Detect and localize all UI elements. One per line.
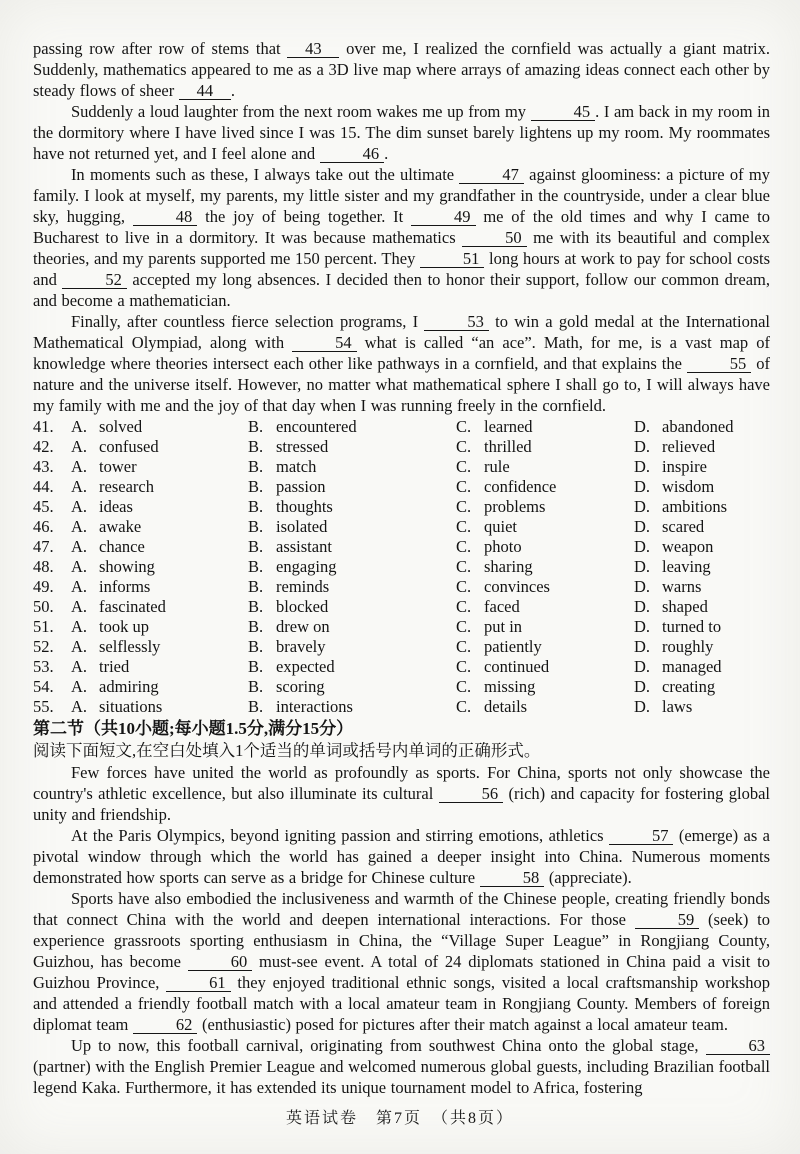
option-49-A	[71, 577, 248, 597]
option-text: problems	[484, 497, 546, 516]
blank-43: 43	[287, 40, 339, 58]
option-52-D	[634, 637, 770, 657]
option-53-B	[248, 657, 456, 677]
option-text: photo	[484, 537, 522, 556]
question-number: 54.	[33, 677, 54, 696]
option-47-B	[248, 537, 456, 557]
option-letter: C.	[456, 497, 472, 516]
option-letter: C.	[456, 457, 472, 476]
passage-paragraph: Finally, after countless fierce selection programs, I 53 to win a gold medal at the International Mathematical Olympiad, along with 54 what is called “an ace”. Math, for me, is a vast map of knowledge where theories intersect each other like pathways in a cornfield, and that explains the 55 of nature and the universe itself. However, no matter what mathematical sphere I shall go to, I will always have my family with me and the joy of that day when I was running freely in the cornfield.	[33, 312, 771, 415]
option-text: thrilled	[484, 437, 532, 456]
option-text: shaped	[662, 597, 708, 616]
blank-48: 48	[133, 208, 197, 226]
option-54-C	[456, 677, 634, 697]
option-52-A	[71, 637, 248, 657]
blank-63: 63	[706, 1037, 770, 1055]
blank-46: 46	[320, 145, 384, 163]
option-53-A	[71, 657, 248, 677]
option-row-51	[33, 617, 770, 637]
option-text: engaging	[276, 557, 337, 576]
option-letter: A.	[71, 457, 88, 476]
option-letter: A.	[71, 517, 88, 536]
option-50-A	[71, 597, 248, 617]
option-42-B	[248, 437, 456, 457]
option-text: learned	[484, 417, 533, 436]
option-letter: B.	[248, 497, 264, 516]
option-text: ambitions	[662, 497, 728, 516]
option-row-45	[33, 497, 770, 517]
option-text: showing	[99, 557, 155, 576]
option-text: missing	[484, 677, 536, 696]
blank-59: 59	[635, 911, 699, 929]
option-text: continued	[484, 657, 550, 676]
question-number: 44.	[33, 477, 54, 496]
option-text: managed	[662, 657, 722, 676]
option-53-D	[634, 657, 770, 677]
option-text: informs	[99, 577, 151, 596]
option-47-D	[634, 537, 770, 557]
option-letter: B.	[248, 437, 264, 456]
option-letter: C.	[456, 657, 472, 676]
option-letter: D.	[634, 577, 651, 596]
blank-57: 57	[609, 827, 673, 845]
option-letter: C.	[456, 477, 472, 496]
option-54-D	[634, 677, 770, 697]
option-text: interactions	[276, 697, 353, 716]
option-48-C	[456, 557, 634, 577]
passage-paragraph: In moments such as these, I always take out the ultimate 47 against gloominess: a picture of my family. I look at myself, my parents, my little sister and my grandfather in the countryside, under a clear blue sky, hugging, 48 the joy of being together. It 49 me of the old times and why I came to Bucharest to live in a dormitory. It was because mathematics 50 me with its beautiful and complex theories, and my parents supported me 150 percent. They 51 long hours at work to pay for school costs and 52 accepted my long absences. I decided then to honor their support, follow our common dream, and become a mathematician.	[33, 165, 771, 310]
options-table	[33, 417, 770, 717]
option-letter: D.	[634, 497, 651, 516]
option-45-C	[456, 497, 634, 517]
option-42-D	[634, 437, 770, 457]
option-text: solved	[99, 417, 143, 436]
option-text: thoughts	[276, 497, 333, 516]
option-text: tried	[99, 657, 130, 676]
option-letter: C.	[456, 697, 472, 716]
option-text: put in	[484, 617, 523, 636]
cloze-passage	[33, 38, 770, 416]
option-49-B	[248, 577, 456, 597]
option-letter: D.	[634, 477, 651, 496]
question-number: 47.	[33, 537, 54, 556]
option-row-44	[33, 477, 770, 497]
option-text: chance	[99, 537, 145, 556]
option-46-D	[634, 517, 770, 537]
question-number: 50.	[33, 597, 54, 616]
option-text: took up	[99, 617, 149, 636]
option-49-D	[634, 577, 770, 597]
option-text: rule	[484, 457, 510, 476]
question-number: 55.	[33, 697, 54, 716]
option-text: quiet	[484, 517, 517, 536]
passage-paragraph: passing row after row of stems that 43 over me, I realized the cornfield was actually a giant matrix. Suddenly, mathematics appeared to me as a 3D live map where arrays of amazing ideas connect each other by steady flows of sheer 44 .	[33, 39, 770, 100]
question-number: 53.	[33, 657, 54, 676]
option-text: turned to	[662, 617, 722, 636]
option-text: weapon	[662, 537, 714, 556]
section2-header: 第二节（共10小题;每小题1.5分,满分15分）	[33, 719, 354, 738]
blank-45: 45	[531, 103, 595, 121]
option-text: details	[484, 697, 528, 716]
option-text: laws	[662, 697, 693, 716]
blank-60: 60	[188, 953, 252, 971]
option-48-A	[71, 557, 248, 577]
option-55-A	[71, 697, 248, 717]
option-letter: B.	[248, 477, 264, 496]
option-letter: A.	[71, 597, 88, 616]
option-51-A	[71, 617, 248, 637]
option-50-D	[634, 597, 770, 617]
option-54-B	[248, 677, 456, 697]
option-row-46	[33, 517, 770, 537]
option-43-C	[456, 457, 634, 477]
option-letter: A.	[71, 557, 88, 576]
option-42-A	[71, 437, 248, 457]
option-text: passion	[276, 477, 326, 496]
option-letter: B.	[248, 657, 264, 676]
option-row-53	[33, 657, 770, 677]
option-letter: D.	[634, 417, 651, 436]
option-55-C	[456, 697, 634, 717]
option-letter: D.	[634, 637, 651, 656]
option-text: match	[276, 457, 317, 476]
option-text: relieved	[662, 437, 716, 456]
option-42-C	[456, 437, 634, 457]
option-text: expected	[276, 657, 335, 676]
option-letter: A.	[71, 537, 88, 556]
question-number: 46.	[33, 517, 54, 536]
option-letter: B.	[248, 577, 264, 596]
option-row-54	[33, 677, 770, 697]
option-50-B	[248, 597, 456, 617]
option-text: warns	[662, 577, 702, 596]
option-text: scoring	[276, 677, 325, 696]
option-letter: B.	[248, 417, 264, 436]
option-48-D	[634, 557, 770, 577]
option-letter: C.	[456, 537, 472, 556]
blank-47: 47	[459, 166, 523, 184]
option-43-D	[634, 457, 770, 477]
option-text: fascinated	[99, 597, 166, 616]
option-letter: D.	[634, 697, 651, 716]
option-46-A	[71, 517, 248, 537]
option-row-48	[33, 557, 770, 577]
option-letter: C.	[456, 577, 472, 596]
option-letter: C.	[456, 517, 472, 536]
option-41-B	[248, 417, 456, 437]
blank-55: 55	[687, 355, 751, 373]
option-letter: A.	[71, 657, 88, 676]
option-text: patiently	[484, 637, 542, 656]
option-letter: A.	[71, 497, 88, 516]
question-number: 45.	[33, 497, 54, 516]
blank-54: 54	[292, 334, 356, 352]
question-number: 52.	[33, 637, 54, 656]
blank-44: 44	[179, 82, 231, 100]
option-41-D	[634, 417, 770, 437]
option-letter: C.	[456, 677, 472, 696]
blank-62: 62	[133, 1016, 197, 1034]
passage-paragraph: Sports have also embodied the inclusiveness and warmth of the Chinese people, creating friendly bonds that connect China with the world and deepen international interactions. For those 59 (seek) to experience grassroots sporting enthusiasm in China, the “Village Super League” in Rongjiang County, Guizhou, has become 60 must-see event. A total of 24 diplomats stationed in China paid a visit to Guizhou Province, 61 they enjoyed traditional ethnic songs, visited a local craftsmanship workshop and attended a friendly football match with a local amateur team in Rongjiang County. Members of foreign diplomat team 62 (enthusiastic) posed for pictures after their match against a local amateur team.	[33, 889, 770, 1034]
option-51-B	[248, 617, 456, 637]
option-text: awake	[99, 517, 142, 536]
option-text: roughly	[662, 637, 714, 656]
option-letter: A.	[71, 577, 88, 596]
option-text: selflessly	[99, 637, 161, 656]
option-row-49	[33, 577, 770, 597]
passage-paragraph: At the Paris Olympics, beyond igniting passion and stirring emotions, athletics 57 (emerge) as a pivotal window through which the world has gained a deeper insight into China. Numerous moments demonstrated how sports can serve as a bridge for Chinese culture 58 (appreciate).	[33, 826, 771, 887]
option-row-43	[33, 457, 770, 477]
option-text: bravely	[276, 637, 326, 656]
question-number: 51.	[33, 617, 54, 636]
option-row-50	[33, 597, 770, 617]
blank-50: 50	[462, 229, 526, 247]
option-45-A	[71, 497, 248, 517]
option-48-B	[248, 557, 456, 577]
option-text: leaving	[662, 557, 711, 576]
option-letter: B.	[248, 457, 264, 476]
option-text: ideas	[99, 497, 133, 516]
option-letter: B.	[248, 637, 264, 656]
option-43-B	[248, 457, 456, 477]
question-number: 49.	[33, 577, 54, 596]
option-letter: C.	[456, 557, 472, 576]
option-letter: D.	[634, 437, 651, 456]
option-letter: B.	[248, 617, 264, 636]
blank-49: 49	[411, 208, 475, 226]
question-number: 48.	[33, 557, 54, 576]
option-letter: C.	[456, 437, 472, 456]
passage-paragraph: Up to now, this football carnival, originating from southwest China onto the global stage, 63 (partner) with the English Premier League and welcomed numerous global guests, including Brazilian football legend Kaka. Furthermore, it has extended its unique tournament model to Africa, fostering	[33, 1036, 770, 1097]
option-letter: A.	[71, 677, 88, 696]
option-text: stressed	[276, 437, 329, 456]
option-letter: C.	[456, 597, 472, 616]
question-number: 43.	[33, 457, 54, 476]
option-text: inspire	[662, 457, 707, 476]
option-letter: C.	[456, 617, 472, 636]
option-text: abandoned	[662, 417, 734, 436]
option-41-C	[456, 417, 634, 437]
option-55-B	[248, 697, 456, 717]
option-50-C	[456, 597, 634, 617]
option-letter: C.	[456, 637, 472, 656]
option-letter: D.	[634, 677, 651, 696]
option-text: faced	[484, 597, 520, 616]
option-row-55	[33, 697, 770, 717]
option-44-D	[634, 477, 770, 497]
passage-paragraph: Suddenly a loud laughter from the next room wakes me up from my 45 . I am back in my room in the dormitory where I have lived since I was 15. The dim sunset barely lightens up my room. My roommates have not returned yet, and I feel alone and 46 .	[33, 102, 770, 163]
option-52-B	[248, 637, 456, 657]
option-letter: B.	[248, 517, 264, 536]
option-row-42	[33, 437, 770, 457]
option-43-A	[71, 457, 248, 477]
option-46-C	[456, 517, 634, 537]
blank-58: 58	[480, 869, 544, 887]
option-text: confused	[99, 437, 159, 456]
option-letter: B.	[248, 697, 264, 716]
option-text: confidence	[484, 477, 557, 496]
option-row-41	[33, 417, 770, 437]
blank-56: 56	[439, 785, 503, 803]
option-45-D	[634, 497, 770, 517]
question-number: 42.	[33, 437, 54, 456]
option-44-B	[248, 477, 456, 497]
option-text: convinces	[484, 577, 550, 596]
blank-61: 61	[166, 974, 230, 992]
option-row-47	[33, 537, 770, 557]
option-49-C	[456, 577, 634, 597]
option-letter: D.	[634, 657, 651, 676]
option-letter: B.	[248, 537, 264, 556]
option-text: scared	[662, 517, 705, 536]
option-45-B	[248, 497, 456, 517]
option-text: encountered	[276, 417, 357, 436]
option-letter: D.	[634, 597, 651, 616]
option-text: reminds	[276, 577, 330, 596]
section2-instruction: 阅读下面短文,在空白处填入1个适当的单词或括号内单词的正确形式。	[33, 741, 541, 760]
option-letter: D.	[634, 557, 651, 576]
passage-paragraph: Few forces have united the world as profoundly as sports. For China, sports not only showcase the country's athletic excellence, but also illuminate its cultural 56 (rich) and capacity for fostering global unity and friendship.	[33, 763, 770, 824]
option-letter: A.	[71, 477, 88, 496]
option-text: isolated	[276, 517, 328, 536]
option-letter: B.	[248, 677, 264, 696]
option-letter: A.	[71, 637, 88, 656]
option-letter: B.	[248, 597, 264, 616]
option-44-A	[71, 477, 248, 497]
option-51-D	[634, 617, 770, 637]
page-footer: 英语试卷 第7页 （共8页）	[285, 1110, 514, 1127]
option-41-A	[71, 417, 248, 437]
option-letter: D.	[634, 537, 651, 556]
option-letter: A.	[71, 697, 88, 716]
option-text: wisdom	[662, 477, 715, 496]
gapfill-passage	[33, 762, 770, 1098]
option-letter: A.	[71, 617, 88, 636]
option-text: creating	[662, 677, 716, 696]
option-text: assistant	[276, 537, 332, 556]
option-letter: D.	[634, 457, 651, 476]
option-44-C	[456, 477, 634, 497]
option-letter: B.	[248, 557, 264, 576]
option-52-C	[456, 637, 634, 657]
question-number: 41.	[33, 417, 54, 436]
option-46-B	[248, 517, 456, 537]
option-54-A	[71, 677, 248, 697]
option-letter: A.	[71, 417, 88, 436]
option-row-52	[33, 637, 770, 657]
option-letter: C.	[456, 417, 472, 436]
option-text: situations	[99, 697, 163, 716]
option-text: admiring	[99, 677, 159, 696]
option-53-C	[456, 657, 634, 677]
option-text: research	[99, 477, 154, 496]
option-text: sharing	[484, 557, 533, 576]
option-47-A	[71, 537, 248, 557]
option-text: tower	[99, 457, 137, 476]
option-text: blocked	[276, 597, 329, 616]
option-text: drew on	[276, 617, 330, 636]
option-letter: A.	[71, 437, 88, 456]
blank-53: 53	[424, 313, 488, 331]
blank-51: 51	[420, 250, 484, 268]
option-47-C	[456, 537, 634, 557]
option-51-C	[456, 617, 634, 637]
blank-52: 52	[62, 271, 126, 289]
option-letter: D.	[634, 517, 651, 536]
option-letter: D.	[634, 617, 651, 636]
option-55-D	[634, 697, 770, 717]
